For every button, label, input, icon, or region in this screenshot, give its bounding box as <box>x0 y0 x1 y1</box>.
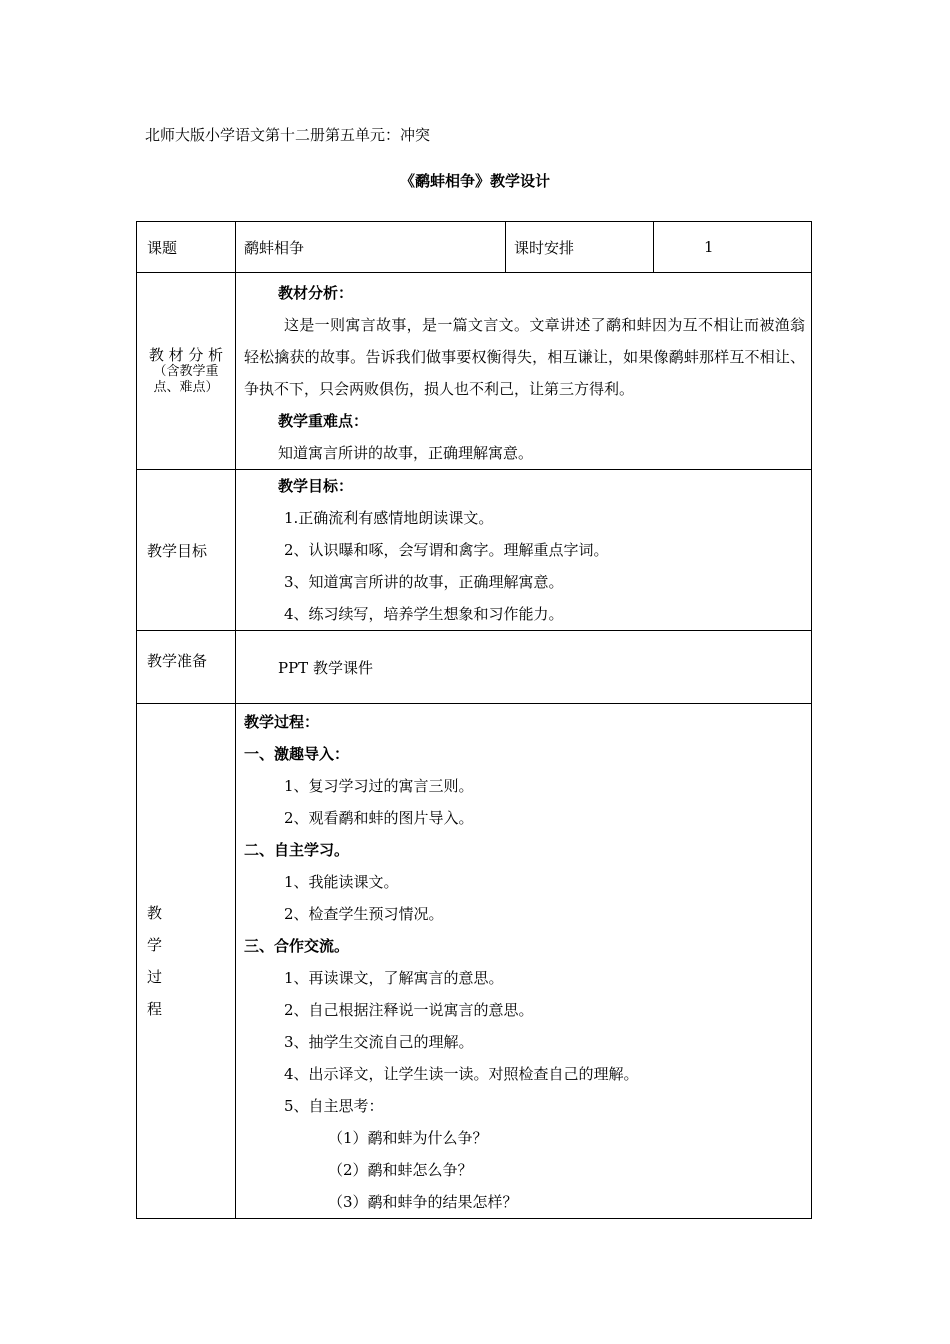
goals-content <box>236 470 812 631</box>
goals-label: 教学目标 <box>137 470 236 631</box>
hours-value: 1 <box>654 222 812 273</box>
question-item: （1）鹬和蚌为什么争？ <box>328 1129 488 1147</box>
hours-label: 课时安排 <box>506 222 654 273</box>
process-heading: 教学过程： <box>244 713 320 731</box>
process-label-char: 教 <box>147 904 163 922</box>
analysis-label <box>137 273 236 470</box>
goal-item: 4、练习续写，培养学生想象和习作能力。 <box>284 605 564 623</box>
process-label-char: 过 <box>147 968 163 986</box>
goals-heading: 教学目标： <box>278 477 354 495</box>
analysis-row <box>137 273 812 470</box>
goal-item: 3、知道寓言所讲的故事，正确理解寓意。 <box>284 573 564 591</box>
prep-content: PPT 教学课件 <box>236 631 812 704</box>
goal-item: 1.正确流利有感情地朗读课文。 <box>284 509 494 527</box>
section-item: 3、抽学生交流自己的理解。 <box>284 1033 474 1051</box>
analysis-content <box>236 273 812 470</box>
process-label-char: 程 <box>147 1000 163 1018</box>
section-item: 2、检查学生预习情况。 <box>284 905 444 923</box>
topic-row <box>137 222 812 273</box>
analysis-label-sub: （含教学重点、难点） <box>153 364 219 395</box>
section-heading: 二、自主学习。 <box>244 841 350 859</box>
question-item: （2）鹬和蚌怎么争？ <box>328 1161 473 1179</box>
prep-row <box>137 631 812 704</box>
analysis-paragraph <box>236 309 811 405</box>
section-item: 4、出示译文，让学生读一读。对照检查自己的理解。 <box>284 1065 639 1083</box>
key-points-heading: 教学重难点： <box>278 412 369 430</box>
goal-item: 2、认识曝和啄，会写谓和禽字。理解重点字词。 <box>284 541 609 559</box>
section-item: 1、我能读课文。 <box>284 873 399 891</box>
section-item: 2、自己根据注释说一说寓言的意思。 <box>284 1001 534 1019</box>
section-item: 5、自主思考： <box>284 1097 384 1115</box>
document-header: 北师大版小学语文第十二册第五单元：冲突 <box>145 126 431 144</box>
section-heading: 一、激趣导入： <box>244 745 350 763</box>
analysis-label-main: 教 材 分 析 <box>148 346 224 364</box>
process-row <box>137 704 812 1219</box>
process-label <box>137 704 236 1219</box>
section-item: 1、复习学习过的寓言三则。 <box>284 777 474 795</box>
process-label-char: 学 <box>147 936 163 954</box>
topic-label: 课题 <box>137 222 236 273</box>
section-heading: 三、合作交流。 <box>244 937 350 955</box>
document-title: 《鹬蚌相争》教学设计 <box>399 172 550 190</box>
section-item: 2、观看鹬和蚌的图片导入。 <box>284 809 474 827</box>
topic-value: 鹬蚌相争 <box>236 222 506 273</box>
section-item: 1、再读课文，了解寓言的意思。 <box>284 969 504 987</box>
analysis-paragraph-text: 这是一则寓言故事，是一篇文言文。文章讲述了鹬和蚌因为互不相让而被渔翁轻松擒获的故事。告诉我们做事要权衡得失，相互谦让，如果像鹬蚌那样互不相让、争执不下，只会两败俱伤，损人也不利己，让第三方得利。 <box>244 316 805 398</box>
lesson-plan-table <box>136 221 812 1219</box>
analysis-heading: 教材分析： <box>278 284 354 302</box>
goals-row <box>137 470 812 631</box>
key-points-text: 知道寓言所讲的故事，正确理解寓意。 <box>278 444 534 462</box>
process-content <box>236 704 812 1219</box>
prep-label: 教学准备 <box>137 631 236 704</box>
question-item: （3）鹬和蚌争的结果怎样？ <box>328 1193 518 1211</box>
